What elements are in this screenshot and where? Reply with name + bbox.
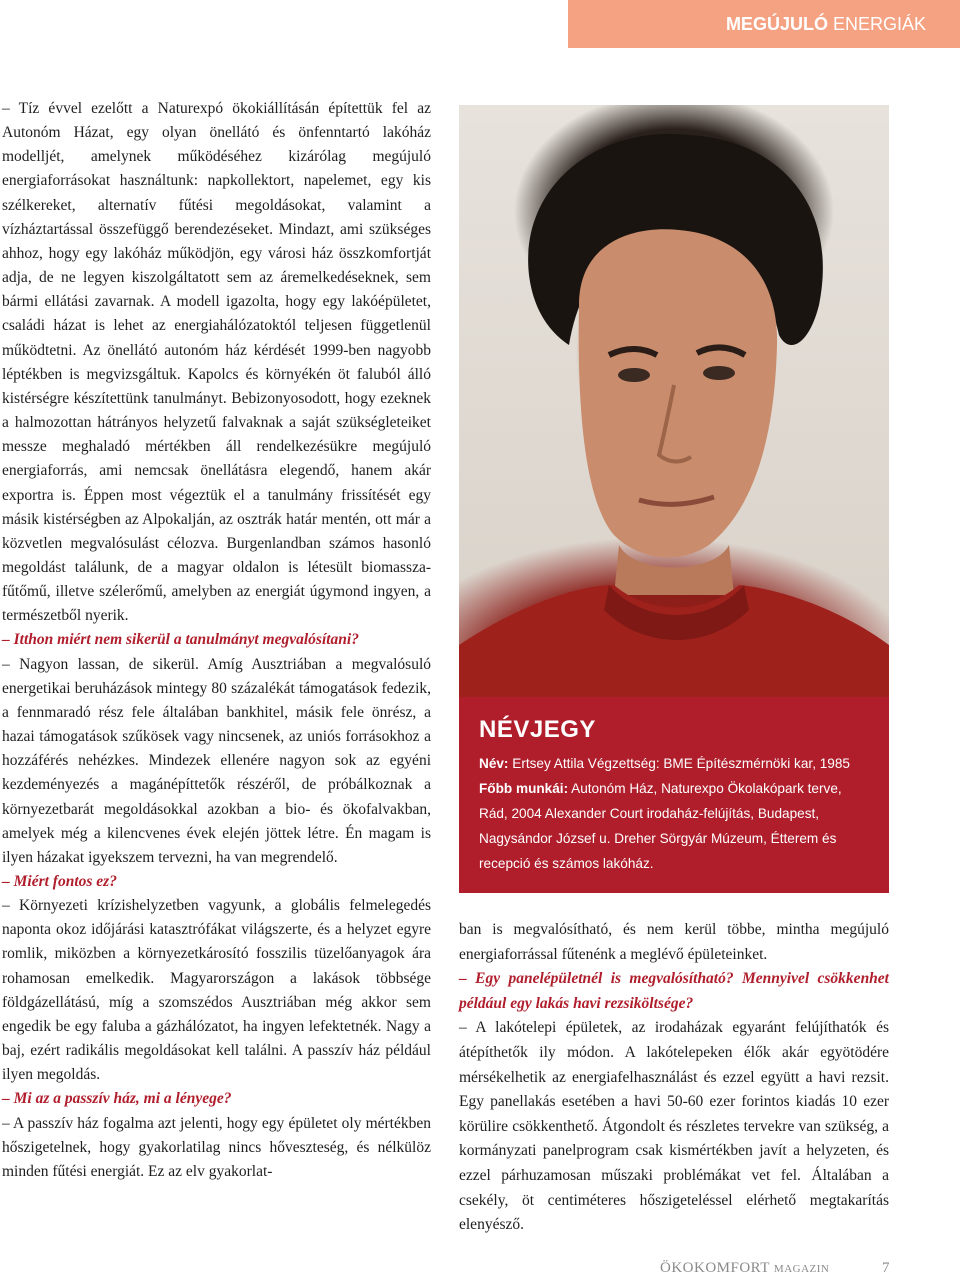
magazine-name: ÖKOKOMFORT magazin <box>660 1260 830 1276</box>
nevjegy-title: NÉVJEGY <box>479 716 596 743</box>
interview-question: – Mi az a passzív ház, mi a lényege? <box>2 1090 232 1108</box>
paragraph: – A lakótelepi épületek, az irodaházak egyaránt felújíthatók és átépíthetők ily módon. A lakótelepeken élők akár egyötödére mérsékelhetik az energiafelhasználást és ezzel együtt a havi rezsit. Egy panellakás esetében a havi 50-60 ezer forintos kiadás 10 ezer körülire csökkenthető. Átgondolt és részletes tervekre van szükség, a kormányzati panelprogram csak kismértékben javít a helyzeten, és ezzel párhuzamosan műszaki problémákat vet fel. Általában a csekély, öt centiméteres hőszigeteléssel elérhető megtakarítás elenyésző. <box>459 1019 889 1234</box>
paragraph: – Tíz évvel ezelőtt a Naturexpó ökokiállításán építettük fel az Autonóm Házat, egy olyan önellátó és önfenntartó lakóház modelljét, amelynek működéséhez kizárólag megújuló energiaforrásokat használtunk: napkollektort, napelemet, egy kis szélkereket, alternatív fűtési megoldásokat, valamint a vízháztartással összefüggő berendezéseket. Mindazt, ami szükséges ahhoz, hogy egy lakóház működjön, egy városi ház összkomfortját adja, de ne legyen kiszolgáltatott sem az áremelkedéseknek, sem bármi ellátási zavarnak. A modell igazolta, hogy egy lakóépületet, családi házat is lehet az energiahálózatoktól teljesen függetlenül működtetni. Az önellátó autonóm ház kérdését 1999-ben nagyobb léptékben is megvizsgáltuk. Kapolcs és környékén öt faluból álló kistérségre készítettünk tanulmányt. Bebizonyosodott, hogy ezeknek a halmozottan hátrányos helyzetű falvaknak a saját szükségleteiket messze meghaladó mértékben áll rendelkezésükre megújuló energiaforrás, ami nemcsak önellátásra elegendő, hanem akár exportra is. Éppen most végeztük el a tanulmány frissítését egy másik kistérségben az Alpokalján, az osztrák határ mentén, ott már a közvetlen megvalósulást célozva. Burgenlandban számos hasonló megoldást találunk, de a magyar oldalon is létesült biomassza-fűtőmű, illetve szélerőmű, amelyben az energiát úgymond ingyen, a természetből nyerik. <box>2 100 431 625</box>
section-title-light: ENERGIÁK <box>832 14 926 34</box>
interview-question: – Itthon miért nem sikerül a tanulmányt megvalósítani? <box>2 631 359 649</box>
works-value: Autonóm Ház, Naturexpo Ökolakópark terve, Rád, 2004 Alexander Court irodaház-felújítás, Budapest, Nagysándor József u. Dreher Sörgyár Múzeum, Étterem és recepció és számos lakóház. <box>479 781 842 871</box>
name-value: Ertsey Attila Végzettség: BME Építészmérnöki kar, 1985 <box>512 756 850 771</box>
name-label: Név: <box>479 756 509 771</box>
nevjegy-box <box>459 697 889 893</box>
right-column <box>459 918 889 1238</box>
section-title-bold: MEGÚJULÓ <box>725 14 828 34</box>
interview-question: – Miért fontos ez? <box>2 873 117 890</box>
works-label: Főbb munkái: <box>479 781 569 796</box>
interview-question: – Egy panelépületnél is megvalósítható? Mennyivel csökkenhet például egy lakás havi rezsiköltsége? <box>459 970 889 1012</box>
page-number: 7 <box>882 1260 890 1276</box>
section-header <box>568 0 960 48</box>
nevjegy-body <box>479 751 871 876</box>
paragraph: – Nagyon lassan, de sikerül. Amíg Ausztriában a megvalósuló energetikai beruházások mintegy 80 százalékát támogatások fedezik, a fennmaradó rész fele általában bankhitel, másik fele önrész, a hazai támogatások szűkösek vagy nincsenek, az uniós forrásokhoz a hozzáférés nehézkes. Mindezek ellenére nagyon sok az egyéni kezdeményezés a magánépíttetők részéről, de próbálkoznak a környezetbarát megoldásokkal azokban a bio- és ökofalvakban, amelyek még a kilencvenes évek elején jöttek létre. Én magam is ilyen házakat igyekszem tervezni, ha van megrendelő. <box>2 655 431 866</box>
paragraph: – Környezeti krízishelyzetben vagyunk, a globális felmelegedés naponta okoz időjárási katasztrófákat világszerte, és a helyzet egyre romlik, miközben a környezetkárosító fosszilis tüzelőanyagok ára rohamosan emelkedik. Magyarországon a lakások többsége földgázellátású, míg a szomszédos Ausztriában még akkor sem engedik be egy faluba a gázhálózatot, ha ingyen lefektetnék. Nagy a baj, ezért radikális megoldásokat kell találni. A passzív ház például ilyen megoldás. <box>2 897 431 1084</box>
paragraph: ban is megvalósítható, és nem kerül többe, mintha megújuló energiaforrással fűtenénk a meglévő épületeinket. <box>459 921 889 963</box>
portrait-photo <box>459 105 889 697</box>
portrait-illustration <box>459 105 889 697</box>
page-footer <box>660 1260 890 1277</box>
paragraph: – A passzív ház fogalma azt jelenti, hogy egy épületet oly mértékben hőszigetelnek, hogy gyakorlatilag nincs hőveszteség, és nélkülöz minden fűtési energiát. Ez az elv gyakorlat- <box>2 1114 431 1180</box>
left-column <box>2 97 431 1184</box>
